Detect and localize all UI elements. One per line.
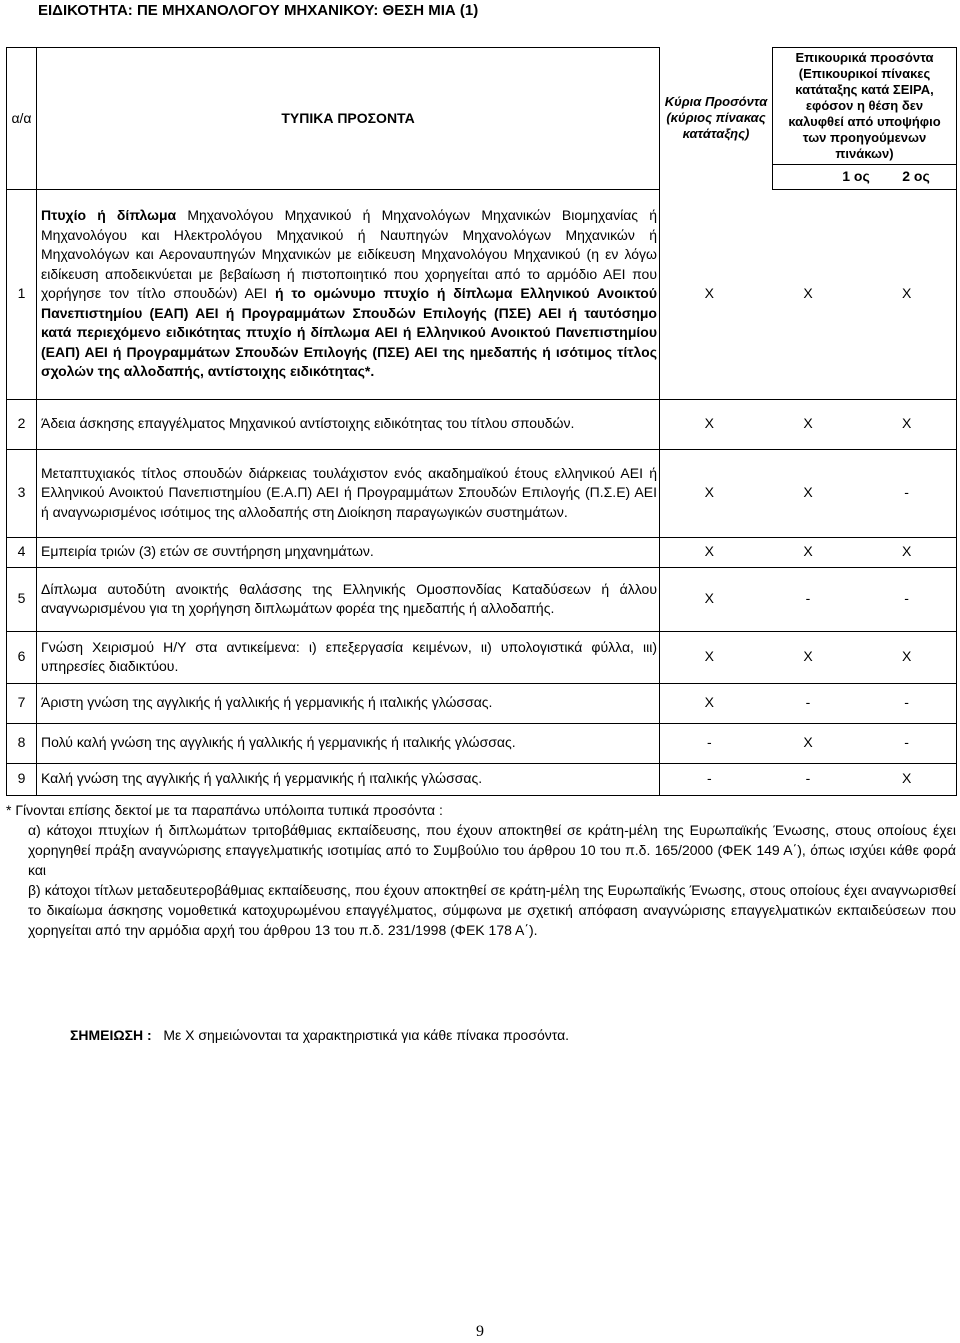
mark-main: Χ xyxy=(704,285,714,302)
row-number: 7 xyxy=(7,683,37,723)
row-marks xyxy=(660,449,957,537)
mark-1st: Χ xyxy=(803,484,813,501)
footnote xyxy=(6,800,956,940)
mark-main: Χ xyxy=(704,648,714,665)
mark-2nd: - xyxy=(904,590,909,607)
mark-main: - xyxy=(706,770,712,787)
row-text-normal: Μηχανολόγου Μηχανικού ή Μηχανολόγων Μηχανικών Βιομηχανίας ή Μηχανολόγου και Ηλεκτρολόγου Μηχανικού ή Ναυπηγών Μηχανολόγων Μηχανικών ή Μηχανολόγων και Αεροναυπηγών Μηχανικών με ειδίκευση Μηχανολόγου Μηχανικού (η εν λόγω ειδίκευση αποδεικνύεται με βεβαίωση ή πιστοποιητικό που χορηγείται από το αρμόδιο ΑΕΙ που χορήγησε τον τίτλο σπουδών) ΑΕΙ xyxy=(41,207,658,302)
row-number: 5 xyxy=(7,567,37,631)
mark-2nd: - xyxy=(904,694,909,711)
row-text: Πολύ καλή γνώση της αγγλικής ή γαλλικής ή γερμανικής ή ιταλικής γλώσσας. xyxy=(37,723,660,763)
mark-main: Χ xyxy=(704,415,714,432)
header-kyria-cell xyxy=(660,48,773,190)
mark-1st: - xyxy=(805,590,811,607)
row-number: 2 xyxy=(7,399,37,449)
mark-main: Χ xyxy=(704,543,714,560)
row-marks xyxy=(660,537,957,567)
row-text: Άριστη γνώση της αγγλικής ή γαλλικής ή γερμανικής ή ιταλικής γλώσσας. xyxy=(37,683,660,723)
footnote-a: α) κάτοχοι πτυχίων ή διπλωμάτων τριτοβάθμιας εκπαίδευσης, που έχουν αποκτηθεί σε κράτη-μέλη της Ευρωπαϊκής Ένωσης, στους οποίους έχει χορηγηθεί πράξη αναγνώρισης επαγγελματικής ισοτιμίας από το Συμβούλιο του άρθρου 10 του π.δ. 165/2000 (ΦΕΚ 149 Α΄), όπως ισχύει κάθε φορά και xyxy=(28,822,956,878)
mark-1st: - xyxy=(805,770,811,787)
row-text: Γνώση Χειρισμού Η/Υ στα αντικείμενα: ι) επεξεργασία κειμένων, ιι) υπολογιστικά φύλλα, ιιι) υπηρεσίες διαδικτύου. xyxy=(37,631,660,683)
row-marks xyxy=(660,631,957,683)
mark-1st: Χ xyxy=(803,543,813,560)
mark-2nd: - xyxy=(904,484,909,501)
header-aa: α/α xyxy=(7,48,37,190)
mark-main: Χ xyxy=(704,484,714,501)
header-epikourika-cell xyxy=(773,48,957,190)
mark-2nd: Χ xyxy=(901,285,912,302)
header-epikourika: Επικουρικά προσόντα (Επικουρικοί πίνακες κατάταξης κατά ΣΕΙΡΑ, εφόσον η θέση δεν καλυφθεί από υποψήφιο των προηγούμενων πινάκων) xyxy=(773,48,956,165)
row-marks xyxy=(660,399,957,449)
row-text: Εμπειρία τριών (3) ετών σε συντήρηση μηχανημάτων. xyxy=(37,537,660,567)
row-marks xyxy=(660,763,957,795)
mark-1st: Χ xyxy=(803,415,813,432)
row-marks xyxy=(660,567,957,631)
row-text-bold: Πτυχίο ή δίπλωμα xyxy=(41,207,177,224)
row-marks xyxy=(660,683,957,723)
mark-1st: Χ xyxy=(803,285,813,302)
row-text: Μεταπτυχιακός τίτλος σπουδών διάρκειας τουλάχιστον ενός ακαδημαϊκού έτους ελληνικού ΑΕΙ ή Ελληνικού Ανοικτού Πανεπιστημίου (Ε.Α.Π) ΑΕΙ ή Προγραμμάτων Σπουδών Επιλογής (Π.Σ.Ε) ΑΕΙ ή αναγνωρισμένος ισότιμος της αλλοδαπής στη Διοίκηση παραγωγικών συστημάτων. xyxy=(37,449,660,537)
mark-2nd: Χ xyxy=(901,543,912,560)
mark-2nd: - xyxy=(904,734,909,751)
row-number: 3 xyxy=(7,449,37,537)
row-text: Δίπλωμα αυτοδύτη ανοικτής θαλάσσης της Ελληνικής Ομοσπονδίας Καταδύσεων ή άλλου αναγνωρισμένου για τη χορήγηση διπλωμάτων φορέα της ημεδαπής ή αλλοδαπής. xyxy=(37,567,660,631)
mark-main: Χ xyxy=(704,590,714,607)
row-number: 8 xyxy=(7,723,37,763)
row-number: 9 xyxy=(7,763,37,795)
subcol-2: 2 ος xyxy=(902,168,930,184)
simeiosi-label: ΣΗΜΕΙΩΣΗ : xyxy=(70,1027,152,1043)
row-number: 4 xyxy=(7,537,37,567)
qualifications-table xyxy=(6,47,957,796)
subcol-1: 1 ος xyxy=(842,168,870,184)
mark-2nd: Χ xyxy=(901,648,912,665)
row-marks xyxy=(660,723,957,763)
mark-1st: Χ xyxy=(803,734,813,751)
mark-1st: Χ xyxy=(803,648,813,665)
header-subcols xyxy=(826,165,946,189)
row-text: Καλή γνώση της αγγλικής ή γαλλικής ή γερμανικής ή ιταλικής γλώσσας. xyxy=(37,763,660,795)
footnote-b: β) κάτοχοι τίτλων μεταδευτεροβάθμιας εκπαίδευσης, που έχουν αποκτηθεί σε κράτη-μέλη της Ευρωπαϊκής Ένωσης, στους οποίους έχει αναγνωρισθεί το δικαίωμα άσκησης νομοθετικά κατοχυρωμένου επαγγέλματος, σύμφωνα με σχετική απόφαση αναγνώρισης επαγγελματικών εκπαιδεύσεων που χορηγείται από την αρμόδια αρχή του άρθρου 13 του π.δ. 231/1998 (ΦΕΚ 178 Α΄). xyxy=(28,882,956,938)
row-number: 6 xyxy=(7,631,37,683)
mark-2nd: Χ xyxy=(901,770,912,787)
page-number: 9 xyxy=(476,1323,484,1340)
simeiosi xyxy=(70,1027,569,1043)
simeiosi-text: Με Χ σημειώνονται τα χαρακτηριστικά για κάθε πίνακα προσόντα. xyxy=(163,1027,570,1043)
mark-main: Χ xyxy=(704,694,714,711)
row-number: 1 xyxy=(7,189,37,399)
footnote-star: * Γίνονται επίσης δεκτοί με τα παραπάνω υπόλοιπα τυπικά προσόντα : xyxy=(6,802,443,818)
row-text xyxy=(37,189,660,399)
mark-2nd: Χ xyxy=(901,415,912,432)
row-text-bold: ή το ομώνυμο πτυχίο ή δίπλωμα Ελληνικού Ανοικτού Πανεπιστημίου (ΕΑΠ) ΑΕΙ ή Προγραμμάτων Σπουδών Επιλογής (ΠΣΕ) ΑΕΙ ή ταυτόσημο κατά περιεχόμενο ειδικότητας πτυχίο ή δίπλωμα ΑΕΙ ή Ελληνικού Ανοικτού Πανεπιστημίου (ΕΑΠ) ΑΕΙ ή Προγραμμάτων Σπουδών Επιλογής (ΠΣΕ) ΑΕΙ της ημεδαπής ή ισότιμος τίτλος σχολών της αλλοδαπής, αντίστοιχης ειδικότητας*. xyxy=(41,285,658,380)
header-typika: ΤΥΠΙΚΑ ΠΡΟΣΟΝΤΑ xyxy=(37,48,660,190)
header-kyria: Κύρια Προσόντα (κύριος πίνακας κατάταξης) xyxy=(664,94,768,142)
mark-1st: - xyxy=(805,694,811,711)
row-text: Άδεια άσκησης επαγγέλματος Μηχανικού αντίστοιχης ειδικότητας του τίτλου σπουδών. xyxy=(37,399,660,449)
row-marks xyxy=(660,189,957,399)
page-heading: ΕΙΔΙΚΟΤΗΤΑ: ΠΕ ΜΗΧΑΝΟΛΟΓΟΥ ΜΗΧΑΝΙΚΟΥ: ΘΕΣΗ ΜΙΑ (1) xyxy=(38,2,479,19)
mark-main: - xyxy=(706,734,712,751)
